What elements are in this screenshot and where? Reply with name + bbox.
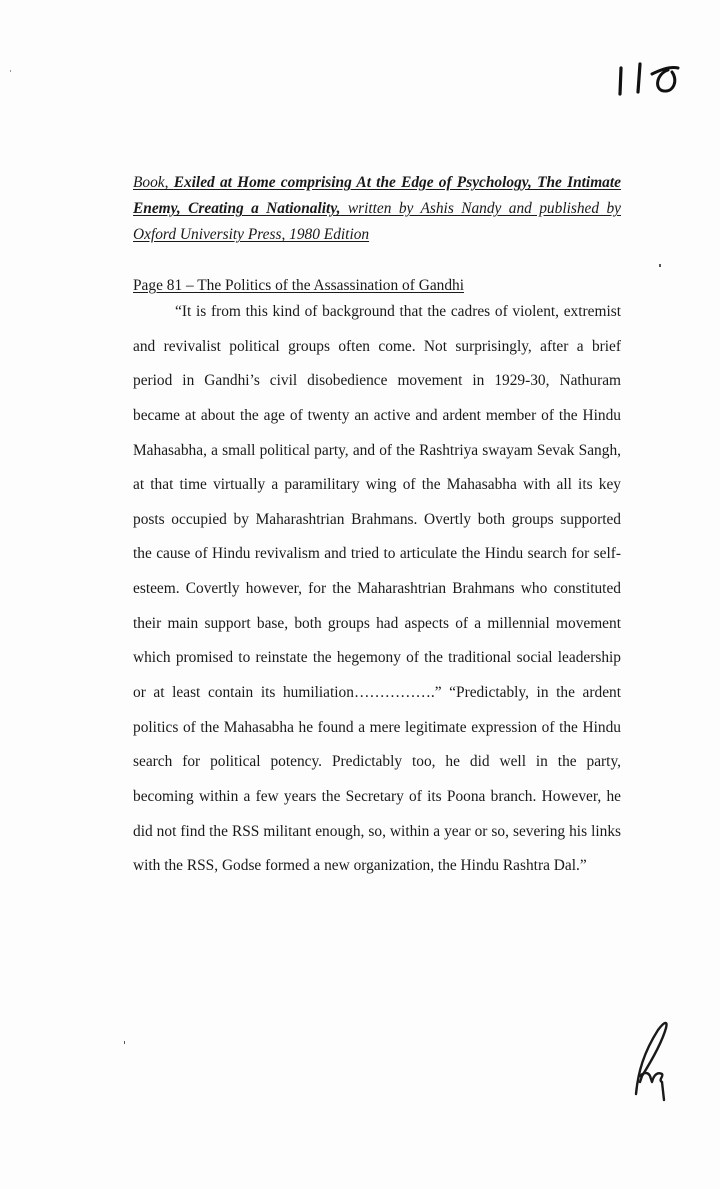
- citation-line: [133, 222, 621, 248]
- handwritten-page-number: [612, 44, 702, 104]
- quote-line: search for political potency. Predictably too, he did well in the party,: [133, 753, 621, 771]
- scan-speck: [659, 264, 661, 267]
- quote-line: posts occupied by Maharashtrian Brahmans. Overtly both groups supported: [133, 510, 621, 528]
- book-title-continued: Enemy, Creating a Nationality,: [133, 200, 341, 218]
- quote-line: period in Gandhi’s civil disobedience movement in 1929-30, Nathuram: [133, 372, 621, 390]
- quote-line: which promised to reinstate the hegemony of the traditional social leadership: [133, 649, 621, 667]
- quote-line: “It is from this kind of background that the cadres of violent, extremist: [175, 303, 621, 320]
- signature-initials-icon: [628, 1012, 678, 1102]
- section-heading: Page 81 – The Politics of the Assassination of Gandhi: [133, 277, 465, 294]
- quote-line: becoming within a few years the Secretary of its Poona branch. However, he: [133, 787, 621, 805]
- quote-line: with the RSS, Godse formed a new organization, the Hindu Rashtra Dal.”: [133, 857, 587, 875]
- book-citation: [133, 170, 621, 249]
- quote-line: esteem. Covertly however, for the Maharashtrian Brahmans who constituted: [133, 580, 621, 598]
- citation-line: [133, 170, 621, 196]
- quote-line: or at least contain its humiliation…………….” “Predictably, in the ardent: [133, 684, 621, 702]
- quote-line: did not find the RSS militant enough, so, within a year or so, severing his links: [133, 822, 621, 840]
- handwritten-signature: [628, 1012, 678, 1102]
- page-number-110-handwriting: [612, 44, 702, 104]
- quote-line: Mahasabha, a small political party, and of the Rashtriya swayam Sevak Sangh,: [133, 441, 621, 459]
- quote-line: became at about the age of twenty an active and ardent member of the Hindu: [133, 406, 621, 424]
- citation-publisher: Oxford University Press, 1980 Edition: [133, 226, 370, 244]
- quote-line: and revivalist political groups often come. Not surprisingly, after a brief: [133, 337, 621, 355]
- quote-line: their main support base, both groups had aspects of a millennial movement: [133, 614, 621, 632]
- quote-line: at that time virtually a paramilitary wing of the Mahasabha with all its key: [133, 476, 621, 494]
- scan-speck: [124, 1041, 125, 1044]
- quote-line: the cause of Hindu revivalism and tried to articulate the Hindu search for self-: [133, 545, 621, 563]
- citation-author: written by Ashis Nandy and published by: [340, 200, 621, 218]
- book-title: Exiled at Home comprising At the Edge of Psychology, The Intimate: [173, 174, 621, 191]
- citation-line: [133, 196, 621, 222]
- quote-line: politics of the Mahasabha he found a mere legitimate expression of the Hindu: [133, 718, 621, 736]
- quoted-passage: [133, 301, 621, 890]
- citation-prefix: Book,: [133, 174, 174, 191]
- scan-speck: [10, 70, 11, 72]
